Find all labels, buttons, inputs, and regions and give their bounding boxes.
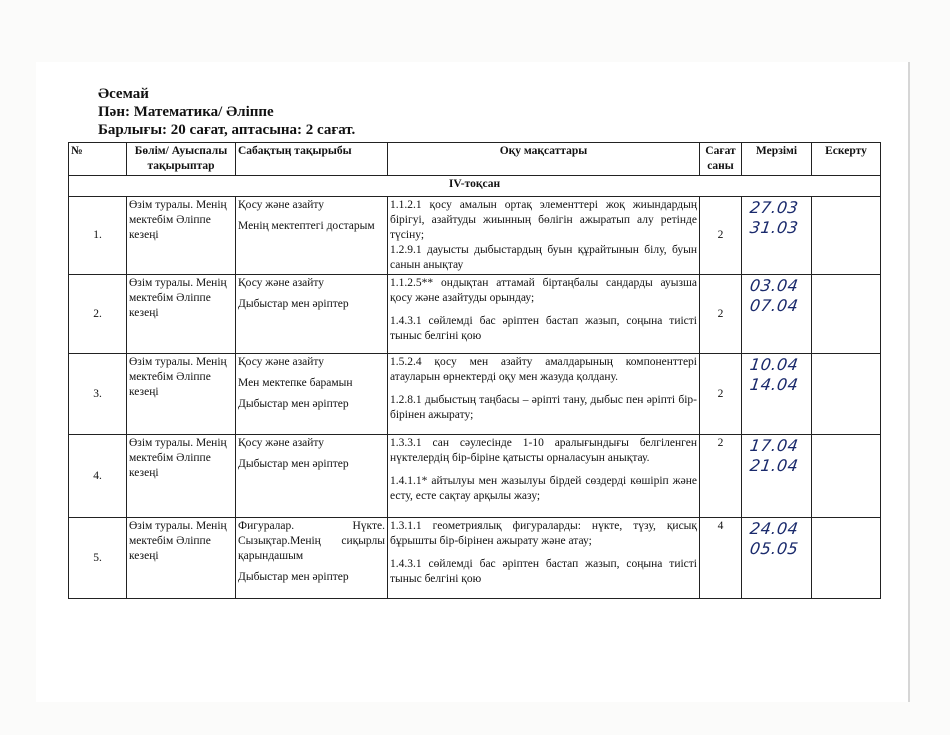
table-row [69, 354, 881, 435]
table-row [69, 435, 881, 518]
row-section: Өзім туралы. Менің мектебім Әліппе кезеңі [127, 275, 236, 354]
row-number: 2. [69, 275, 127, 354]
row-topic [236, 275, 388, 354]
row-objectives [388, 518, 700, 599]
objective-item: 1.4.1.1* айтылуы мен жазылуы бірдей сөздерді көшіріп жәнe есту, есте сақтау арқылы жазу; [390, 475, 697, 502]
topic-line: Дыбыстар мен әріптер [238, 398, 349, 410]
table-row [69, 275, 881, 354]
row-number: 3. [69, 354, 127, 435]
row-topic [236, 518, 388, 599]
col-date-header: Мерзімі [742, 143, 812, 176]
objective-item: 1.2.8.1 дыбыстың таңбасы – әріпті тану, дыбыс пен әріпті бір-бірінен ажырату; [390, 394, 697, 421]
col-objectives-header: Оқу мақсаттары [388, 143, 700, 176]
row-topic [236, 435, 388, 518]
row-objectives [388, 435, 700, 518]
row-hours: 2 [700, 197, 742, 275]
subject-line: Пән: Математика/ Әліппе [98, 104, 274, 120]
term-row [69, 176, 881, 197]
document-header [98, 85, 355, 139]
row-dates [742, 275, 812, 354]
table-header-row [69, 143, 881, 176]
row-note [812, 275, 881, 354]
date-line: 31.03 [748, 218, 800, 237]
row-hours: 2 [700, 435, 742, 518]
objective-item: 1.5.2.4 қосу мен азайту амалдарының компоненттері атауларын өрнектерді оқу мен жазуда қолдану. [390, 356, 697, 383]
table-row [69, 518, 881, 599]
row-note [812, 354, 881, 435]
date-line: 14.04 [748, 375, 800, 394]
row-dates [742, 354, 812, 435]
row-note [812, 518, 881, 599]
row-number: 4. [69, 435, 127, 518]
objective-item: 1.3.1.1 геометриялық фигураларды: нүкте, түзу, қисық бұрышты бір-бірінен ажырату және атау; [390, 520, 697, 547]
date-line: 03.04 [748, 276, 800, 295]
topic-line: Дыбыстар мен әріптер [238, 571, 349, 583]
row-dates [742, 435, 812, 518]
topic-line: Дыбыстар мен әріптер [238, 298, 349, 310]
objective-item: 1.4.3.1 сөйлемді бас әріптен бастап жазып, соңына тиісті тыныс белгіні қою [390, 315, 697, 342]
col-note-header: Ескерту [812, 143, 881, 176]
objective-item: 1.4.3.1 сөйлемді бас әріптен бастап жазып, соңына тиісті тыныс белгіні қою [390, 558, 697, 585]
row-dates [742, 518, 812, 599]
row-hours: 2 [700, 354, 742, 435]
objective-item: 1.2.9.1 дауысты дыбыстардың буын құрайтынын білу, буын санын анықтау [390, 244, 697, 271]
row-objectives [388, 197, 700, 275]
term-label: IV-тоқсан [69, 176, 881, 197]
row-topic [236, 197, 388, 275]
row-hours: 2 [700, 275, 742, 354]
date-line: 21.04 [748, 456, 800, 475]
row-objectives [388, 354, 700, 435]
table-row [69, 197, 881, 275]
col-topic-header: Сабақтың тақырыбы [236, 143, 388, 176]
row-topic [236, 354, 388, 435]
topic-line: Қосу және азайту [238, 277, 324, 289]
col-num-header: № [69, 143, 127, 176]
row-note [812, 197, 881, 275]
lesson-plan-table [68, 142, 881, 599]
topic-line: Қосу және азайту [238, 199, 324, 211]
col-hours-header: Сағат саны [700, 143, 742, 176]
date-line: 24.04 [748, 519, 800, 538]
row-section: Өзім туралы. Менің мектебім Әліппе кезеңі [127, 354, 236, 435]
row-section: Өзім туралы. Менің мектебім Әліппе кезеңі [127, 435, 236, 518]
topic-line: Менің мектептегі достарым [238, 220, 375, 232]
teacher-name: Әсемай [98, 86, 149, 102]
date-line: 05.05 [748, 539, 800, 558]
objective-item: 1.3.3.1 сан сәулесінде 1-10 аралығындығы белгіленген нүктелердің бір-біріне қатысты орналасуын анықтау. [390, 437, 697, 464]
date-line: 10.04 [748, 355, 800, 374]
date-line: 17.04 [748, 436, 800, 455]
topic-line: Фигуралар. Нүкте. Сызықтар.Менің сиқырлы қарындашым [238, 520, 385, 562]
date-line: 07.04 [748, 296, 800, 315]
row-hours: 4 [700, 518, 742, 599]
row-number: 5. [69, 518, 127, 599]
row-number: 1. [69, 197, 127, 275]
row-section: Өзім туралы. Менің мектебім Әліппе кезеңі [127, 197, 236, 275]
topic-line: Қосу және азайту [238, 437, 324, 449]
topic-line: Мен мектепке барамын [238, 377, 353, 389]
row-note [812, 435, 881, 518]
row-objectives [388, 275, 700, 354]
hours-line: Барлығы: 20 сағат, аптасына: 2 сағат. [98, 122, 356, 138]
row-dates [742, 197, 812, 275]
col-section-header: Бөлім/ Ауыспалы тақырыптар [127, 143, 236, 176]
objective-item: 1.1.2.1 қосу амалын ортақ элементтері жоқ жиындардың бірігуі, азайтуды жиынның бөлігін ажыратып алу ретінде түсіну; [390, 199, 697, 241]
date-line: 27.03 [748, 198, 800, 217]
objective-item: 1.1.2.5** ондықтан аттамай біртаңбалы сандарды ауызша қосу және азайтуды орындау; [390, 277, 697, 304]
topic-line: Дыбыстар мен әріптер [238, 458, 349, 470]
topic-line: Қосу және азайту [238, 356, 324, 368]
row-section: Өзім туралы. Менің мектебім Әліппе кезеңі [127, 518, 236, 599]
